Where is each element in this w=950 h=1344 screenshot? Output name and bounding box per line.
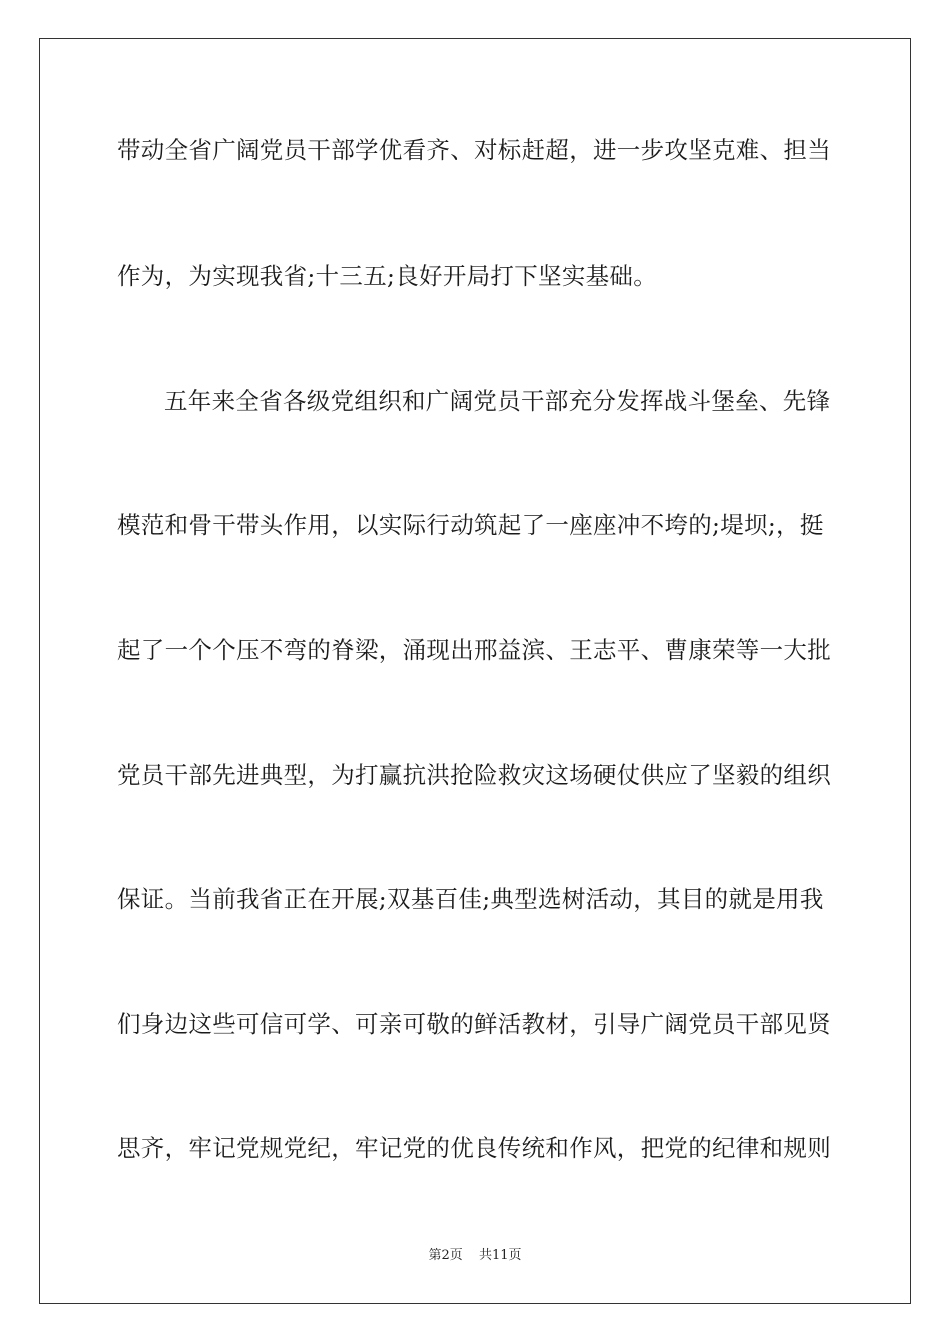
text-line-6: 党员干部先进典型，为打赢抗洪抢险救灾这场硬仗供应了坚毅的组织 [117,761,831,789]
text-line-3: 五年来全省各级党组织和广阔党员干部充分发挥战斗堡垒、先锋 [164,387,831,415]
page-number: 第2页 [428,1248,463,1263]
text-line-8: 们身边这些可信可学、可亲可敬的鲜活教材，引导广阔党员干部见贤 [117,1010,831,1038]
text-line-4: 模范和骨干带头作用，以实际行动筑起了一座座冲不垮的;堤坝;，挺 [117,511,824,539]
page-border [39,38,911,1304]
text-line-7: 保证。当前我省正在开展;双基百佳;典型选树活动，其目的就是用我 [117,885,824,913]
text-line-1: 带动全省广阔党员干部学优看齐、对标赶超，进一步攻坚克难、担当 [117,136,831,164]
text-line-5: 起了一个个压不弯的脊梁，涌现出邢益滨、王志平、曹康荣等一大批 [117,636,831,664]
page-total: 共11页 [478,1248,522,1263]
text-line-2: 作为，为实现我省;十三五;良好开局打下坚实基础。 [117,262,658,290]
text-line-9: 思齐，牢记党规党纪，牢记党的优良传统和作风，把党的纪律和规则 [117,1134,831,1162]
page-footer [0,1244,950,1263]
